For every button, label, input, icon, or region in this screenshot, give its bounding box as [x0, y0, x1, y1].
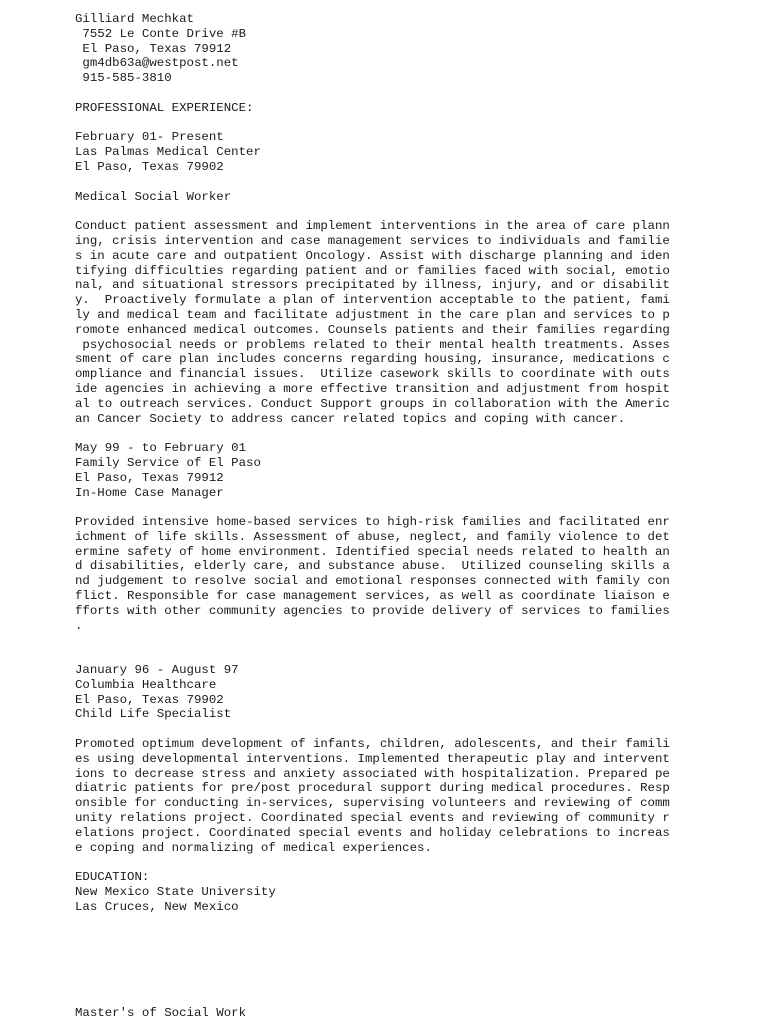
description-line: psychosocial needs or problems related to their mental health treatments. Asses: [75, 337, 670, 352]
contact-name: Gilliard Mechkat: [75, 12, 194, 26]
description-line: es using developmental interventions. Implemented therapeutic play and intervent: [75, 751, 670, 766]
description-line: s in acute care and outpatient Oncology. Assist with discharge planning and iden: [75, 248, 670, 263]
description-line: y. Proactively formulate a plan of intervention acceptable to the patient, fami: [75, 293, 670, 308]
job-entry: [75, 663, 735, 855]
spacer: [75, 175, 735, 190]
education-heading: EDUCATION:: [75, 870, 150, 885]
description-line: unity relations project. Coordinated special events and reviewing of community r: [75, 811, 670, 826]
job-entry: [75, 130, 735, 426]
job-location: El Paso, Texas 79912: [75, 470, 224, 485]
description-line: Provided intensive home-based services to high-risk families and facilitated enr: [75, 515, 670, 530]
description-line: elations project. Coordinated special events and holiday celebrations to increas: [75, 825, 670, 840]
resume-document: [75, 12, 735, 915]
contact-block: [75, 12, 735, 86]
job-entry: [75, 441, 735, 633]
description-line: fforts with other community agencies to provide delivery of services to families: [75, 603, 670, 618]
contact-email: gm4db63a@westpost.net: [75, 56, 239, 71]
contact-street: 7552 Le Conte Drive #B: [75, 26, 247, 41]
description-line: romote enhanced medical outcomes. Counsels patients and their families regarding: [75, 322, 670, 337]
description-line: ions to decrease stress and anxiety associated with hospitalization. Prepared pe: [75, 766, 670, 781]
description-line: Promoted optimum development of infants, children, adolescents, and their famili: [75, 737, 670, 752]
description-line: an Cancer Society to address cancer related topics and coping with cancer.: [75, 411, 626, 426]
job-employer: Family Service of El Paso: [75, 455, 261, 470]
job-title: In-Home Case Manager: [75, 485, 224, 500]
spacer: [75, 86, 735, 101]
education-school: New Mexico State University: [75, 885, 276, 900]
contact-phone: 915-585-3810: [75, 71, 172, 86]
contact-city: El Paso, Texas 79912: [75, 41, 232, 56]
job-description: [75, 219, 735, 426]
job-location: El Paso, Texas 79902: [75, 692, 224, 707]
spacer: [75, 500, 735, 515]
description-line: .: [75, 618, 83, 633]
description-line: ide agencies in achieving a more effective transition and adjustment from hospit: [75, 381, 670, 396]
description-line: ichment of life skills. Assessment of abuse, neglect, and family violence to det: [75, 529, 670, 544]
experience-heading: PROFESSIONAL EXPERIENCE:: [75, 100, 254, 115]
description-line: sment of care plan includes concerns regarding housing, insurance, medications c: [75, 352, 670, 367]
spacer: [75, 855, 735, 870]
job-description: [75, 515, 735, 633]
description-line: tifying difficulties regarding patient and or families faced with social, emotio: [75, 263, 670, 278]
education-block: [75, 870, 735, 914]
description-line: onsible for conducting in-services, supervising volunteers and reviewing of comm: [75, 796, 670, 811]
description-line: nd judgement to resolve social and emotional responses connected with family con: [75, 574, 670, 589]
description-line: ermine safety of home environment. Identified special needs related to health an: [75, 544, 670, 559]
education-degree: Master's of Social Work: [75, 1006, 247, 1020]
spacer: [75, 633, 735, 648]
job-employer: Las Palmas Medical Center: [75, 145, 261, 160]
description-line: nal, and situational stressors precipitated by illness, injury, and or disabilit: [75, 278, 670, 293]
spacer: [75, 722, 735, 737]
description-line: e coping and normalizing of medical experiences.: [75, 840, 432, 855]
description-line: ly and medical team and facilitate adjustment in the care plan and services to p: [75, 307, 670, 322]
spacer: [75, 648, 735, 663]
job-description: [75, 737, 735, 855]
spacer: [75, 116, 735, 131]
job-employer: Columbia Healthcare: [75, 677, 217, 692]
job-dates: January 96 - August 97: [75, 663, 239, 678]
spacer: [75, 204, 735, 219]
description-line: ompliance and financial issues. Utilize casework skills to coordinate with outs: [75, 367, 670, 382]
description-line: diatric patients for pre/post procedural support during medical procedures. Resp: [75, 781, 670, 796]
job-title: Child Life Specialist: [75, 707, 232, 722]
spacer: [75, 426, 735, 441]
description-line: flict. Responsible for case management services, as well as coordinate liaison e: [75, 589, 670, 604]
description-line: d disabilities, elderly care, and substance abuse. Utilized counseling skills a: [75, 559, 670, 574]
description-line: al to outreach services. Conduct Support groups in collaboration with the Americ: [75, 396, 670, 411]
description-line: ing, crisis intervention and case management services to individuals and familie: [75, 233, 670, 248]
education-location: Las Cruces, New Mexico: [75, 899, 239, 914]
job-dates: May 99 - to February 01: [75, 441, 247, 456]
description-line: Conduct patient assessment and implement interventions in the area of care plann: [75, 219, 670, 234]
job-dates: February 01- Present: [75, 130, 224, 145]
job-location: El Paso, Texas 79902: [75, 159, 224, 174]
job-title: Medical Social Worker: [75, 189, 232, 204]
